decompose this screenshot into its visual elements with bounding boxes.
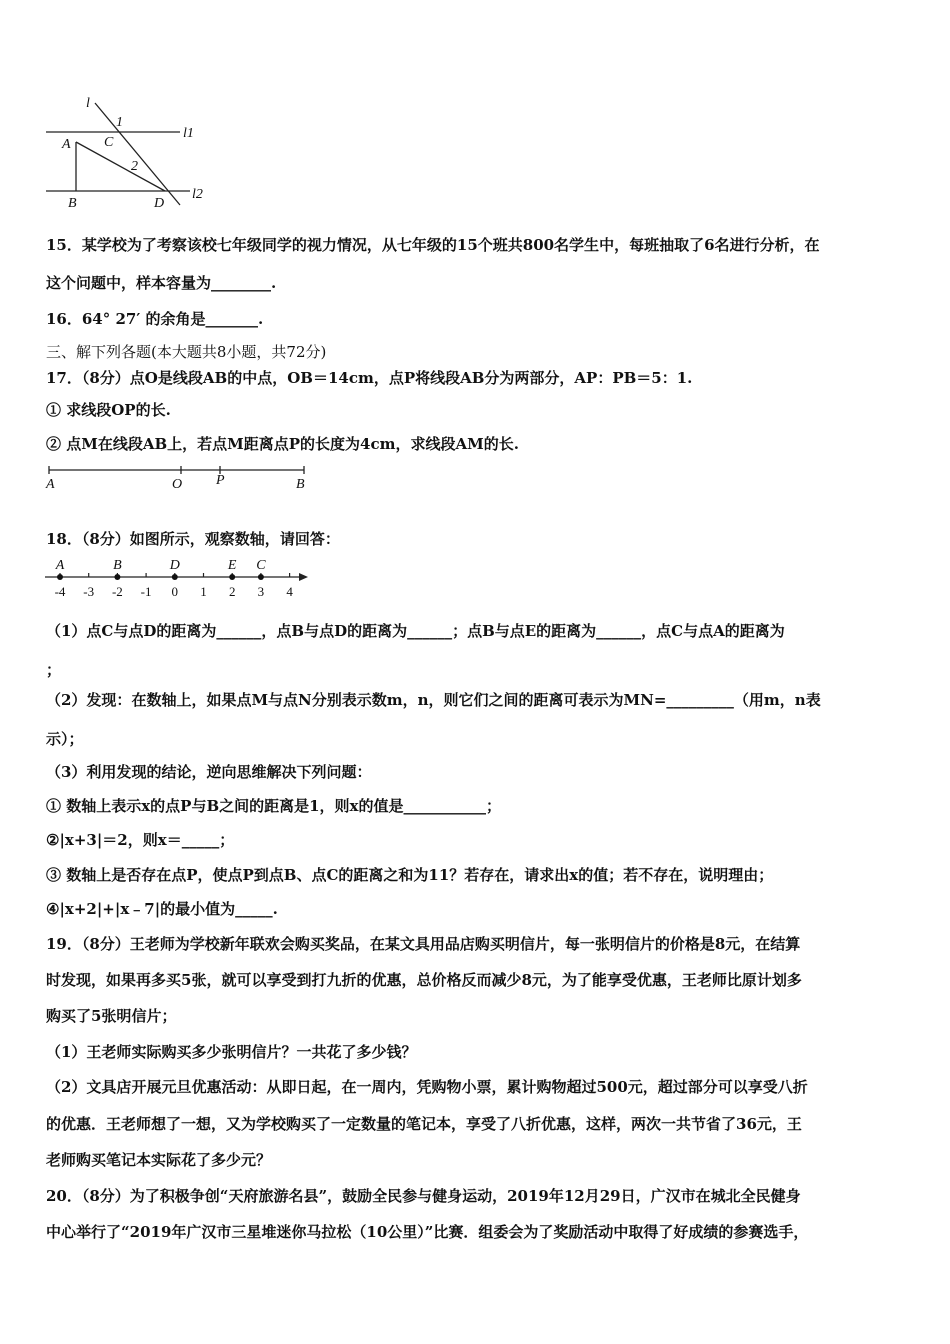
q15-line2: 这个问题中，样本容量为________.: [46, 274, 277, 292]
q17-part2: ② 点M在线段AB上，若点M距离点P的长度为4cm，求线段AM的长.: [46, 435, 519, 453]
transversal-l: [95, 103, 180, 205]
segment-AD: [76, 142, 165, 191]
label-l2: l2: [192, 187, 203, 202]
q18-stem: 18．（8分）如图所示，观察数轴，请回答：: [46, 530, 340, 548]
number-line-point-e: [229, 574, 235, 580]
number-line-point-label-c: C: [256, 558, 266, 573]
label-D: D: [154, 196, 165, 211]
label-l1: l1: [183, 126, 194, 141]
q19-p1: （1）王老师实际购买多少张明信片？一共花了多少钱？: [46, 1043, 417, 1061]
number-line-point-label-d: D: [169, 558, 180, 573]
q18-p3-4: ④|x+2|+|x﹣7|的最小值为_____.: [46, 900, 278, 918]
number-line-point-label-a: A: [55, 558, 65, 573]
q15-line1: 15．某学校为了考察该校七年级同学的视力情况，从七年级的15个班共800名学生中，每班抽取了6名进行分析，在: [46, 236, 820, 254]
q19-line3: 购买了5张明信片；: [46, 1007, 177, 1025]
section-3-title: 三、解下列各题(本大题共8小题，共72分): [46, 343, 327, 361]
number-line-arrow: [299, 573, 308, 581]
number-line-tick-label: -2: [111, 584, 123, 599]
q19-p2-line2: 的优惠．王老师想了一想，又为学校购买了一定数量的笔记本，享受了八折优惠，这样，两次一共节省了36元，王: [46, 1115, 802, 1133]
q18-p3-2: ②|x+3|＝2，则x＝_____；: [46, 831, 235, 849]
number-line-tick-label: 2: [228, 584, 236, 599]
number-line-tick-label: -1: [140, 584, 152, 599]
q18-p2-line2: 示）；: [46, 730, 84, 748]
q18-p1-line2: ；: [46, 661, 62, 679]
label-l: l: [86, 96, 90, 111]
q18-p3: （3）利用发现的结论，逆向思维解决下列问题：: [46, 763, 372, 781]
label-B: B: [68, 196, 77, 211]
number-line-tick-label: 3: [257, 584, 265, 599]
label-A: A: [62, 137, 71, 152]
number-line-point-d: [172, 574, 178, 580]
number-line-tick-label: 1: [200, 584, 207, 599]
parallel-lines-figure: [40, 95, 220, 215]
q18-p1-line1: （1）点C与点D的距离为______，点B与点D的距离为______；点B与点E的距离为______，点C与点A的距离为: [46, 622, 785, 640]
number-line-point-b: [114, 574, 120, 580]
q19-line1: 19．（8分）王老师为学校新年联欢会购买奖品，在某文具用品店购买明信片，每一张明信片的价格是8元，在结算: [46, 935, 801, 953]
label-C: C: [104, 135, 114, 150]
q19-p2-line3: 老师购买笔记本实际花了多少元？: [46, 1151, 272, 1169]
q18-p2-line1: （2）发现：在数轴上，如果点M与点N分别表示数m，n，则它们之间的距离可表示为MN=_________（用m，n表: [46, 691, 821, 709]
q18-p3-3: ③ 数轴上是否存在点P，使点P到点B、点C的距离之和为11？若存在，请求出x的值；若不存在，说明理由；: [46, 866, 774, 884]
number-line-tick-label: -3: [83, 584, 95, 599]
point-B-label: B: [296, 477, 305, 492]
number-line-point-label-e: E: [227, 558, 237, 573]
point-P-label: P: [216, 473, 225, 488]
q17-part1: ① 求线段OP的长.: [46, 401, 171, 419]
number-line: [40, 556, 320, 602]
number-line-point-label-b: B: [113, 558, 122, 573]
q19-p2-line1: （2）文具店开展元旦优惠活动：从即日起，在一周内，凭购物小票，累计购物超过500元，超过部分可以享受八折: [46, 1078, 808, 1096]
number-line-point-c: [258, 574, 264, 580]
number-line-tick-label: 4: [286, 584, 293, 599]
q18-p3-1: ① 数轴上表示x的点P与B之间的距离是1，则x的值是___________；: [46, 797, 502, 815]
q17-stem: 17．（8分）点O是线段AB的中点，OB＝14cm，点P将线段AB分为两部分，AP：PB＝5：1.: [46, 369, 693, 387]
point-O-label: O: [172, 477, 183, 492]
q20-line2: 中心举行了“2019年广汉市三星堆迷你马拉松（10公里）”比赛．组委会为了奖励活动中取得了好成绩的参赛选手，: [46, 1223, 809, 1241]
q20-line1: 20．（8分）为了积极争创“天府旅游名县”，鼓励全民参与健身运动，2019年12月29日，广汉市在城北全民健身: [46, 1187, 801, 1205]
point-A-label: A: [46, 477, 55, 492]
label-angle-1: 1: [116, 115, 123, 130]
number-line-tick-label: 0: [171, 584, 179, 599]
number-line-point-a: [57, 574, 63, 580]
segment-AB-figure: [40, 460, 320, 494]
q16-line1: 16．64° 27′ 的余角是_______.: [46, 310, 264, 328]
q19-line2: 时发现，如果再多买5张，就可以享受到打九折的优惠，总价格反而减少8元，为了能享受优惠，王老师比原计划多: [46, 971, 802, 989]
number-line-tick-label: -4: [54, 584, 66, 599]
label-angle-2: 2: [131, 159, 138, 174]
